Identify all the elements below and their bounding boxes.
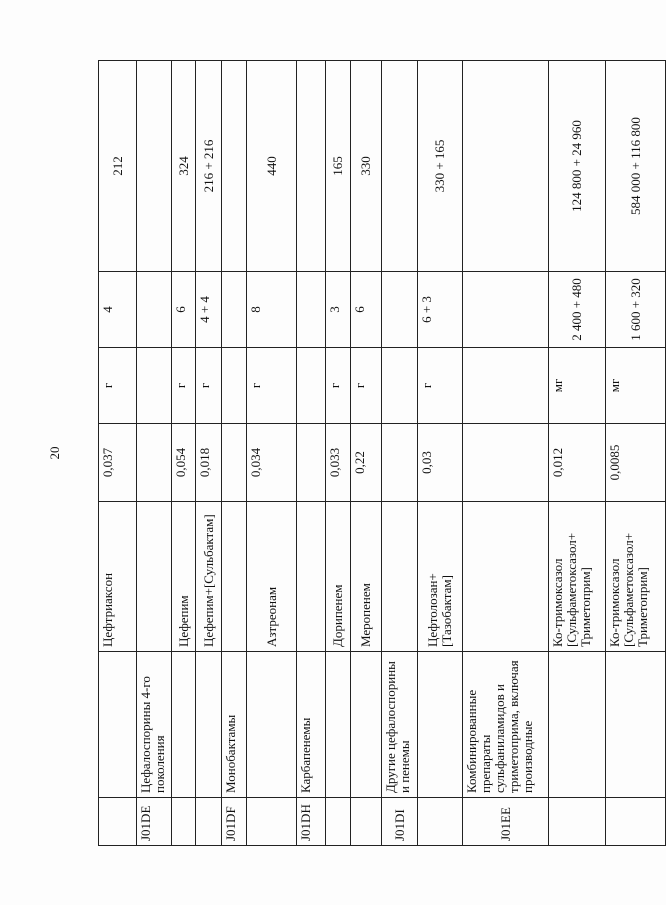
atc-code: J01DE bbox=[137, 798, 172, 846]
group-name bbox=[99, 652, 137, 798]
unit-value bbox=[297, 348, 326, 424]
drug-name bbox=[463, 502, 549, 652]
table-row bbox=[463, 61, 549, 846]
unit-value: г bbox=[196, 348, 222, 424]
group-name: Другие цефалоспорины и пенемы bbox=[382, 652, 418, 798]
group-name bbox=[351, 652, 382, 798]
ddd-value bbox=[222, 424, 247, 502]
drug-name: Ко-тримоксазол [Сульфаметоксазол+ Триметоприм] bbox=[606, 502, 666, 652]
ddd-value: 0,033 bbox=[326, 424, 351, 502]
drug-name: Ко-тримоксазол [Сульфаметоксазол+ Триметоприм] bbox=[549, 502, 606, 652]
group-name: Цефалоспорины 4-го поколения bbox=[137, 652, 172, 798]
unit-value: мг bbox=[549, 348, 606, 424]
unit-value bbox=[222, 348, 247, 424]
total-value: 216 + 216 bbox=[196, 61, 222, 272]
group-name: Монобактамы bbox=[222, 652, 247, 798]
table-row bbox=[137, 61, 172, 846]
total-value bbox=[222, 61, 247, 272]
table-body bbox=[99, 61, 666, 846]
drug-name bbox=[382, 502, 418, 652]
drug-name bbox=[222, 502, 247, 652]
ddd-value: 0,03 bbox=[418, 424, 463, 502]
drug-name: Цефепим bbox=[172, 502, 196, 652]
table-row bbox=[222, 61, 247, 846]
table-row bbox=[549, 61, 606, 846]
unit-value: г bbox=[418, 348, 463, 424]
total-value bbox=[297, 61, 326, 272]
total-value bbox=[137, 61, 172, 272]
atc-code bbox=[99, 798, 137, 846]
table-row bbox=[99, 61, 137, 846]
drug-name bbox=[137, 502, 172, 652]
unit-value: г bbox=[99, 348, 137, 424]
unit-value: г bbox=[351, 348, 382, 424]
unit-value: г bbox=[326, 348, 351, 424]
atc-code bbox=[172, 798, 196, 846]
atc-code bbox=[549, 798, 606, 846]
group-name bbox=[172, 652, 196, 798]
group-name bbox=[196, 652, 222, 798]
group-name bbox=[549, 652, 606, 798]
unit-value: г bbox=[247, 348, 297, 424]
table-row bbox=[351, 61, 382, 846]
page-number: 20 bbox=[47, 446, 62, 460]
table-row bbox=[196, 61, 222, 846]
atc-code bbox=[247, 798, 297, 846]
qty-value: 6 + 3 bbox=[418, 272, 463, 348]
table-row bbox=[247, 61, 297, 846]
qty-value: 8 bbox=[247, 272, 297, 348]
group-name: Комбинированные препараты сульфаниламидов и триметоприма, включая производные bbox=[463, 652, 549, 798]
atc-code: J01DH bbox=[297, 798, 326, 846]
qty-value bbox=[222, 272, 247, 348]
total-value bbox=[606, 61, 666, 272]
ddd-value: 0,037 bbox=[99, 424, 137, 502]
total-value: 330 bbox=[351, 61, 382, 272]
total-value: 440 bbox=[247, 61, 297, 272]
qty-value: 4 bbox=[99, 272, 137, 348]
total-value: 212 bbox=[99, 61, 137, 272]
rotated-table-container bbox=[98, 61, 650, 846]
ddd-value: 0,22 bbox=[351, 424, 382, 502]
unit-value bbox=[137, 348, 172, 424]
qty-value: 6 bbox=[172, 272, 196, 348]
total-value bbox=[382, 61, 418, 272]
qty-value: 4 + 4 bbox=[196, 272, 222, 348]
atc-code bbox=[351, 798, 382, 846]
qty-value bbox=[549, 272, 606, 348]
atc-code: J01DI bbox=[382, 798, 418, 846]
unit-value: мг bbox=[606, 348, 666, 424]
table-row bbox=[606, 61, 666, 846]
qty-value: 3 bbox=[326, 272, 351, 348]
atc-code bbox=[196, 798, 222, 846]
qty-value bbox=[297, 272, 326, 348]
ddd-value bbox=[137, 424, 172, 502]
qty-value bbox=[137, 272, 172, 348]
total-value: 165 bbox=[326, 61, 351, 272]
drug-name bbox=[297, 502, 326, 652]
total-stack: 584 000 + 116 800 bbox=[627, 117, 643, 215]
unit-value bbox=[463, 348, 549, 424]
drug-name: Цефтолозан+ [Тазобактам] bbox=[418, 502, 463, 652]
qty-stack: 2 400 + 480 bbox=[569, 278, 584, 341]
total-value bbox=[463, 61, 549, 272]
unit-value bbox=[382, 348, 418, 424]
qty-value: 6 bbox=[351, 272, 382, 348]
drug-name: Цефтриаксон bbox=[99, 502, 137, 652]
total-stack: 124 800 + 24 960 bbox=[569, 120, 584, 212]
table-row bbox=[326, 61, 351, 846]
group-name bbox=[326, 652, 351, 798]
drug-table bbox=[98, 60, 666, 846]
group-name: Карбапенемы bbox=[297, 652, 326, 798]
atc-code bbox=[418, 798, 463, 846]
table-row bbox=[418, 61, 463, 846]
table-row bbox=[172, 61, 196, 846]
group-name bbox=[418, 652, 463, 798]
ddd-value bbox=[297, 424, 326, 502]
ddd-value bbox=[382, 424, 418, 502]
atc-code: J01DF bbox=[222, 798, 247, 846]
group-name bbox=[606, 652, 666, 798]
drug-name: Меропенем bbox=[351, 502, 382, 652]
ddd-value: 0,034 bbox=[247, 424, 297, 502]
total-value bbox=[549, 61, 606, 272]
total-value: 324 bbox=[172, 61, 196, 272]
unit-value: г bbox=[172, 348, 196, 424]
table-row bbox=[297, 61, 326, 846]
qty-value bbox=[382, 272, 418, 348]
ddd-value: 0,0085 bbox=[606, 424, 666, 502]
drug-name: Дорипенем bbox=[326, 502, 351, 652]
ddd-value: 0,054 bbox=[172, 424, 196, 502]
drug-name: Цефепим+[Сульбактам] bbox=[196, 502, 222, 652]
qty-value bbox=[463, 272, 549, 348]
ddd-value: 0,018 bbox=[196, 424, 222, 502]
total-value: 330 + 165 bbox=[418, 61, 463, 272]
atc-code bbox=[606, 798, 666, 846]
atc-code bbox=[326, 798, 351, 846]
table-row bbox=[382, 61, 418, 846]
ddd-value: 0,012 bbox=[549, 424, 606, 502]
drug-name: Азтреонам bbox=[247, 502, 297, 652]
qty-stack: 1 600 + 320 bbox=[627, 278, 643, 341]
atc-code: J01EE bbox=[463, 798, 549, 846]
ddd-value bbox=[463, 424, 549, 502]
group-name bbox=[247, 652, 297, 798]
qty-value bbox=[606, 272, 666, 348]
